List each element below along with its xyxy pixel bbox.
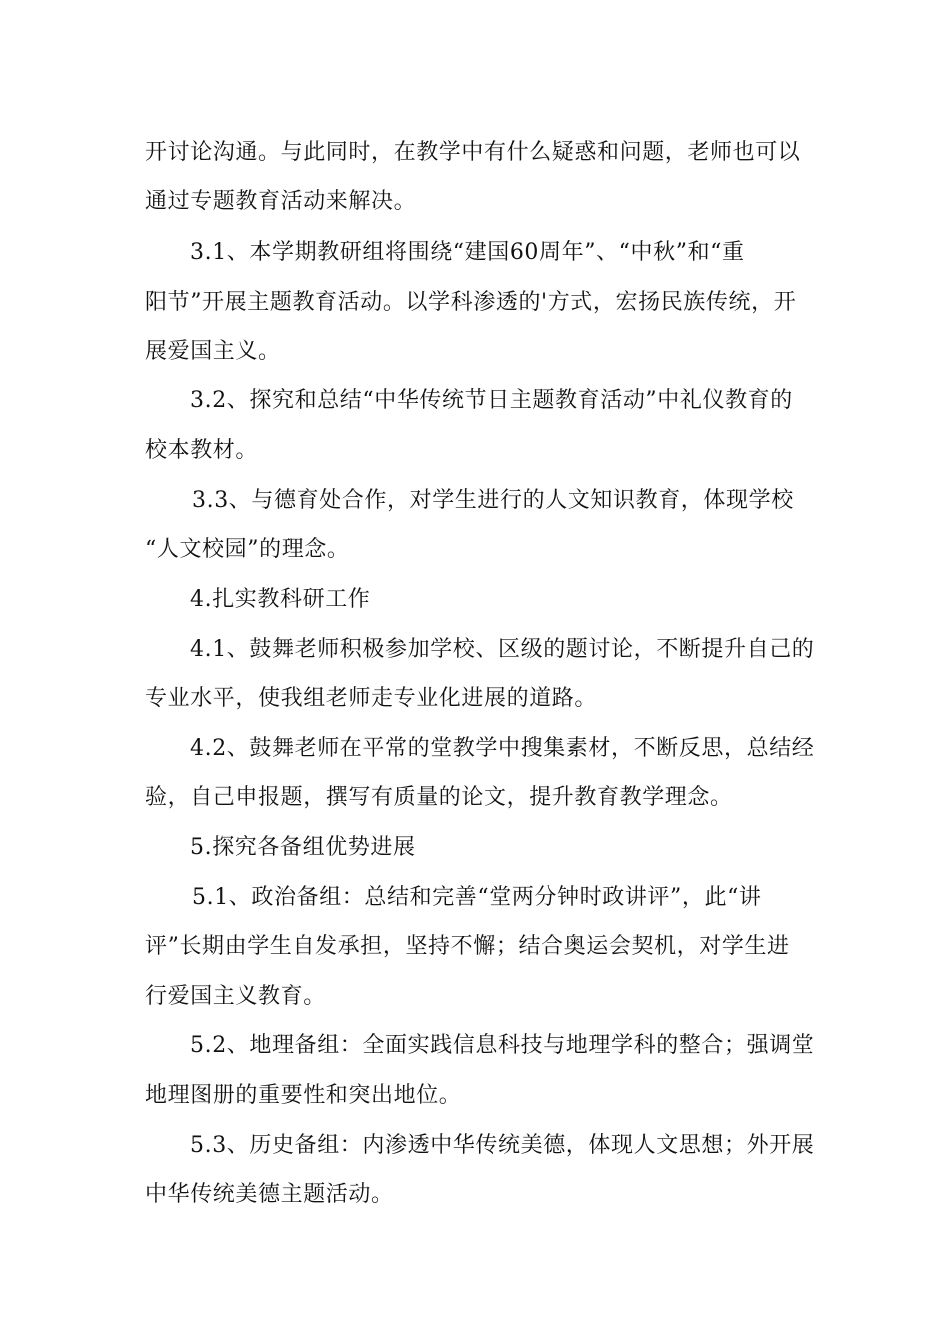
text-line: 通过专题教育活动来解决。: [145, 189, 417, 214]
text-line: 地理图册的重要性和突出地位。: [145, 1083, 462, 1108]
text-line: 展爱国主义。: [145, 339, 281, 364]
text-line: 4.1、鼓舞老师积极参加学校、区级的题讨论，不断提升自己的: [190, 637, 815, 662]
text-line: 阳节”开展主题教育活动。以学科渗透的'方式，宏扬民族传统，开: [145, 290, 797, 315]
text-line: 3.3、与德育处合作，对学生进行的人文知识教育，体现学校: [192, 488, 794, 513]
text-line: 3.1、本学期教研组将围绕“建国60周年”、“中秋”和“重: [190, 240, 745, 265]
text-line: 中华传统美德主题活动。: [145, 1182, 394, 1207]
section-heading: 5.探究各备组优势进展: [190, 835, 416, 860]
text-line: 5.1、政治备组：总结和完善“堂两分钟时政讲评”，此“讲: [192, 885, 762, 910]
text-line: 校本教材。: [145, 438, 259, 463]
section-heading: 4.扎实教科研工作: [190, 587, 371, 612]
text-line: 3.2、探究和总结“中华传统节日主题教育活动”中礼仪教育的: [190, 388, 793, 413]
text-line: “人文校园”的理念。: [145, 537, 350, 562]
text-line: 行爱国主义教育。: [145, 984, 326, 1009]
text-line: 评”长期由学生自发承担，坚持不懈；结合奥运会契机，对学生进: [145, 934, 790, 959]
text-line: 验，自己申报题，撰写有质量的论文，提升教育教学理念。: [145, 785, 733, 810]
text-line: 5.3、历史备组：内渗透中华传统美德，体现人文思想；外开展: [190, 1133, 815, 1158]
text-line: 专业水平，使我组老师走专业化进展的道路。: [145, 686, 598, 711]
text-line: 开讨论沟通。与此同时，在教学中有什么疑惑和问题，老师也可以: [145, 140, 801, 165]
text-line: 5.2、地理备组：全面实践信息科技与地理学科的整合；强调堂: [190, 1033, 815, 1058]
text-line: 4.2、鼓舞老师在平常的堂教学中搜集素材，不断反思，总结经: [190, 736, 815, 761]
